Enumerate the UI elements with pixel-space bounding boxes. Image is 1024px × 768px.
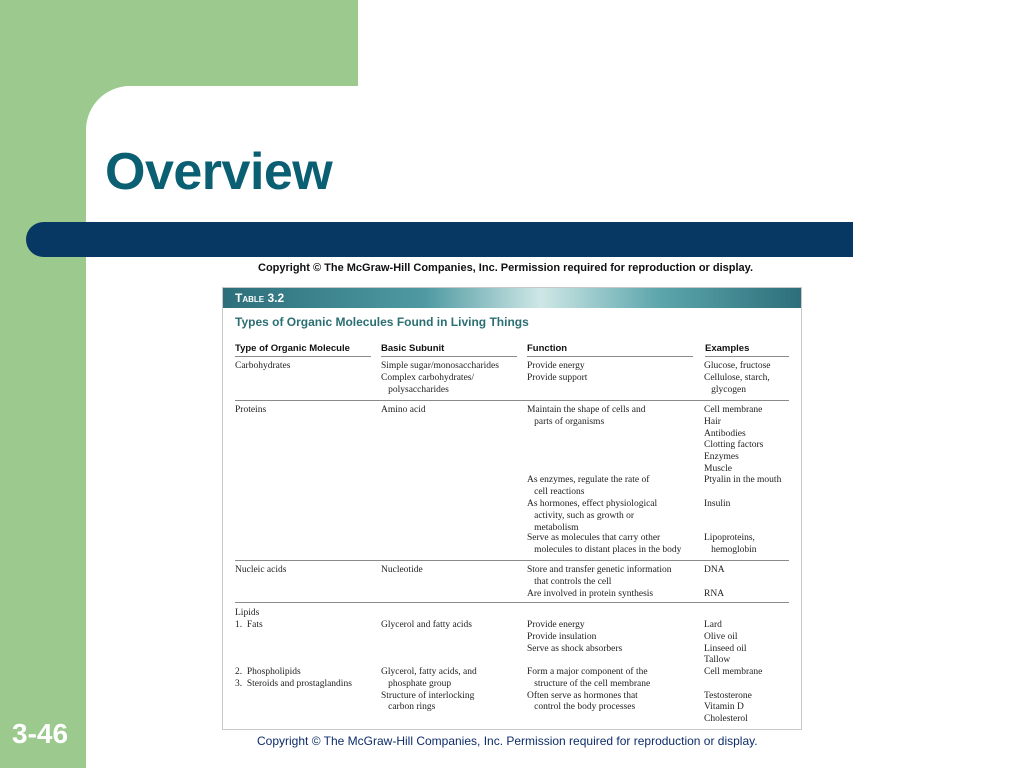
row-nucleic-acids-function: Store and transfer genetic information that controls the cell Are involved in protein synthesis	[527, 565, 672, 599]
row-proteins-type: Proteins	[235, 405, 267, 415]
row-carbohydrates-function: Provide energy Provide support	[527, 361, 588, 383]
row-carbohydrates-examples: Glucose, fructose Cellulose, starch, glycogen	[704, 361, 771, 395]
row-lipids-type: 2. Phospholipids 3. Steroids and prostaglandins	[235, 667, 352, 689]
row-lipids-subunit: Glycerol and fatty acids	[381, 620, 473, 630]
row-proteins-examples: Cell membrane Hair Antibodies Clotting factors Enzymes Muscle	[704, 405, 764, 474]
row-proteins-examples: Insulin	[704, 499, 731, 509]
slide-title: Overview	[105, 143, 333, 201]
copyright-notice-bottom: Copyright © The McGraw-Hill Companies, Inc. Permission required for reproduction or display.	[257, 734, 758, 748]
row-nucleic-acids-type: Nucleic acids	[235, 565, 287, 575]
row-proteins-subunit: Amino acid	[381, 405, 426, 415]
column-header-function: Function	[527, 343, 568, 354]
row-proteins-function: Serve as molecules that carry other molecules to distant places in the body	[527, 533, 682, 555]
row-lipids-function: Form a major component of the structure of the cell membrane Often serve as hormones that control the body processes	[527, 667, 651, 713]
row-nucleic-acids-examples: DNA RNA	[704, 565, 725, 599]
row-lipids-type: Lipids 1. Fats	[235, 608, 263, 630]
column-header-examples: Examples	[705, 343, 750, 354]
row-proteins-function: Maintain the shape of cells and parts of organisms	[527, 405, 646, 427]
header-rule	[527, 356, 693, 357]
header-rule	[705, 356, 789, 357]
row-proteins-examples: Ptyalin in the mouth	[704, 475, 782, 485]
column-header-subunit: Basic Subunit	[381, 343, 445, 354]
header-rule	[235, 356, 371, 357]
row-lipids-examples: Cell membrane Testosterone Vitamin D Cholesterol	[704, 667, 763, 725]
slide-background-right	[358, 0, 1024, 100]
row-divider	[235, 400, 789, 401]
slide-background-top	[0, 0, 358, 90]
row-divider	[235, 602, 789, 603]
row-lipids-examples: Lard Olive oil Linseed oil Tallow	[704, 620, 747, 666]
row-divider	[235, 560, 789, 561]
row-carbohydrates-subunit: Simple sugar/monosaccharides Complex carbohydrates/ polysaccharides	[381, 361, 499, 395]
table-header-bar	[223, 288, 801, 308]
slide-number: 3-46	[12, 718, 69, 749]
row-nucleic-acids-subunit: Nucleotide	[381, 565, 423, 575]
row-proteins-examples: Lipoproteins, hemoglobin	[704, 533, 757, 555]
table-caption: Types of Organic Molecules Found in Living Things	[235, 315, 529, 329]
table-label: Table 3.2	[235, 291, 285, 305]
title-underline-bar	[26, 222, 853, 257]
table-figure	[222, 287, 802, 730]
row-lipids-subunit: Glycerol, fatty acids, and phosphate group Structure of interlocking carbon rings	[381, 667, 477, 713]
row-carbohydrates-type: Carbohydrates	[235, 361, 291, 371]
row-proteins-function: As enzymes, regulate the rate of cell reactions	[527, 475, 650, 497]
copyright-notice-top: Copyright © The McGraw-Hill Companies, Inc. Permission required for reproduction or display.	[258, 262, 754, 274]
header-rule	[381, 356, 517, 357]
row-proteins-function: As hormones, effect physiological activity, such as growth or metabolism	[527, 499, 658, 533]
column-header-type: Type of Organic Molecule	[235, 343, 350, 354]
row-lipids-function: Provide energy Provide insulation Serve as shock absorbers	[527, 620, 623, 654]
